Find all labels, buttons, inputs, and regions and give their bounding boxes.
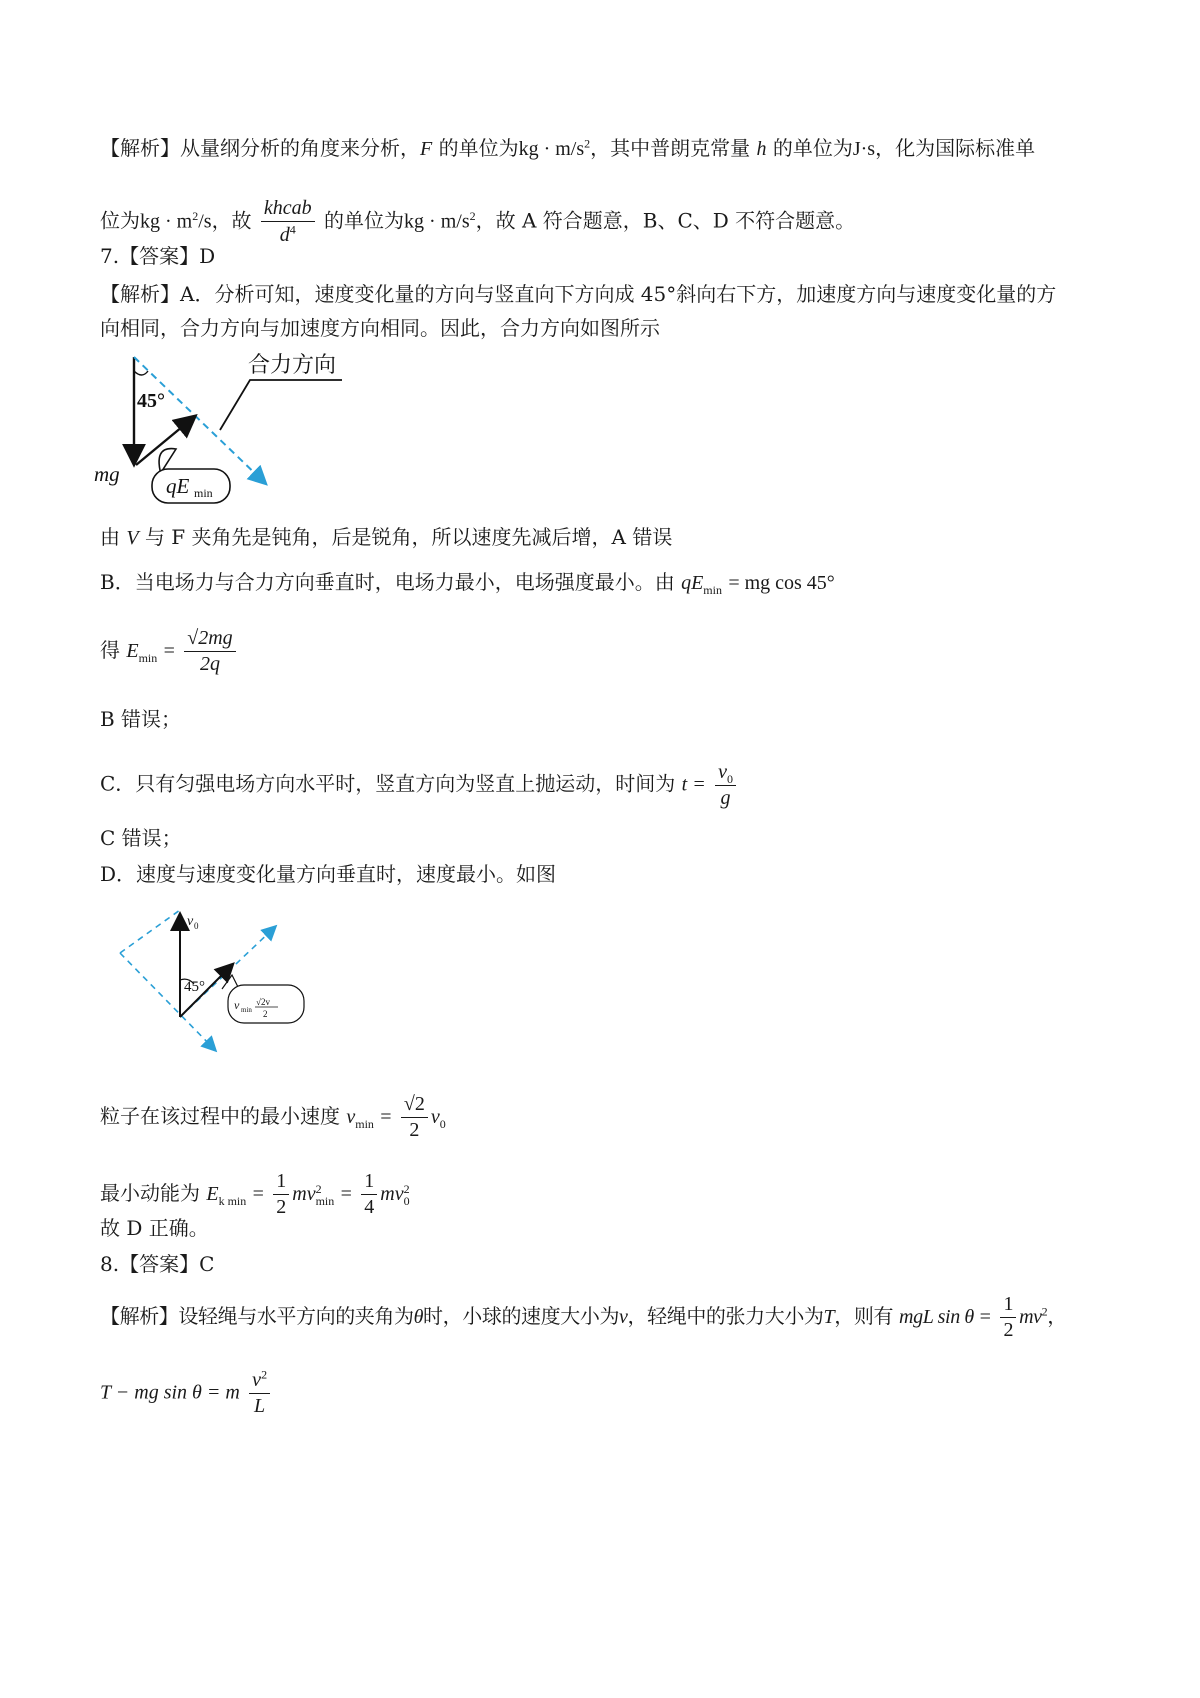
q8-line2: T − mg sin θ = m $\frac{v^2}{L}$: [100, 1368, 273, 1418]
q8-answer: 8.【答案】C: [100, 1252, 215, 1276]
p6-analysis-line1: 【解析】从量纲分析的角度来分析，F 的单位为kg · $m/s^2$，其中普朗克常量 h 的单位为J·s，化为国际标准单: [100, 136, 1036, 160]
q7-c-wrong: C 错误；: [100, 826, 182, 850]
dashed-line-left: [120, 910, 180, 953]
vmin-label: v: [234, 998, 240, 1012]
p6-analysis-line2: 位为kg · $m^2/s$，故 $\frac{\text{khcab}}{d^4}$ 的单位为kg · $m/s^2$，故 A 符合题意，B、C、D 不符合题意。: [100, 197, 856, 246]
t-fraction: $\frac{v_0}{g}$: [715, 760, 736, 810]
qe-label: qE: [166, 474, 190, 498]
q7-e-line: 得 $E_{min}$ = $\frac{√2mg}{2q}$: [100, 627, 239, 676]
q8-half-fraction: $\frac{1}{2}$: [1000, 1293, 1016, 1342]
q7-answer: 7.【答案】D: [100, 244, 216, 268]
velocity-diagram: [110, 905, 310, 1055]
v0-label: v: [187, 914, 194, 929]
q7-b-wrong: B 错误；: [100, 707, 182, 731]
q8-line1: 【解析】设轻绳与水平方向的夹角为θ时，小球的速度大小为v，轻绳中的张力大小为T，则有 mgL sin θ = $\frac{1}{2}$ $mv^2$，: [100, 1293, 1067, 1341]
q7-a-line2: 向相同，合力方向与加速度方向相同。因此，合力方向如图所示: [100, 316, 660, 340]
q7-c-line: C．只有匀强电场方向水平时，竖直方向为竖直上抛运动，时间为 t = $\frac{v_0}{g}$: [100, 760, 739, 810]
angle-label: 45°: [137, 390, 165, 412]
q7-d-line: D．速度与速度变化量方向垂直时，速度最小。如图: [100, 862, 557, 886]
q7-b-line: B．当电场力与合力方向垂直时，电场力最小，电场强度最小。由 $qE_{min}$ = mg cos 45°: [100, 570, 835, 597]
q7-vmin-line: 粒子在该过程中的最小速度 $v_{min}$ = $\frac{√2}{2}$ $v_0$: [100, 1093, 446, 1141]
resultant-force-label: 合力方向: [248, 353, 337, 378]
vmin-fraction: $\frac{√2}{2}$: [401, 1093, 428, 1142]
v2-over-l: $\frac{v^2}{L}$: [249, 1368, 270, 1418]
e-min-fraction: $\frac{√2mg}{2q}$: [184, 627, 235, 676]
q7-ek-line: 最小动能为 $E_{k min}$ = $\frac{1}{2}$ mv 2 min = $\frac{1}{4}$ mv 2 0: [100, 1170, 410, 1218]
vmin-sub: min: [241, 1006, 252, 1014]
v0-sub: 0: [194, 921, 199, 931]
q7-v-line: 由 V 与 F 夹角先是钝角，后是锐角，所以速度先减后增，A 错误: [100, 525, 673, 549]
angle-arc: [134, 371, 148, 375]
vmin-frac-den: 2: [263, 1009, 268, 1019]
khcab-over-d4: $\frac{\text{khcab}}{d^4}$: [261, 197, 315, 247]
force-diagram: [90, 345, 390, 515]
qe-min-callout: [152, 469, 230, 503]
qe-min-arrow: [136, 417, 194, 465]
angle-label: 45°: [184, 979, 205, 995]
resultant-force-dashed-line: [134, 357, 265, 483]
quarter-fraction: $\frac{1}{4}$: [361, 1170, 377, 1219]
q7-d-correct: 故 D 正确。: [100, 1216, 209, 1240]
dv-direction-dashed-line: [120, 953, 215, 1050]
half-fraction: $\frac{1}{2}$: [273, 1170, 289, 1219]
q7-a-line1: 【解析】A．分析可知，速度变化量的方向与竖直向下方向成 45°斜向右下方，加速度方向与速度变化量的方: [100, 282, 1057, 306]
mg-label: mg: [94, 462, 120, 486]
vmin-frac-num: √2v: [256, 997, 270, 1007]
label-leader-line: [220, 380, 342, 430]
qe-min-sub: min: [194, 486, 213, 500]
